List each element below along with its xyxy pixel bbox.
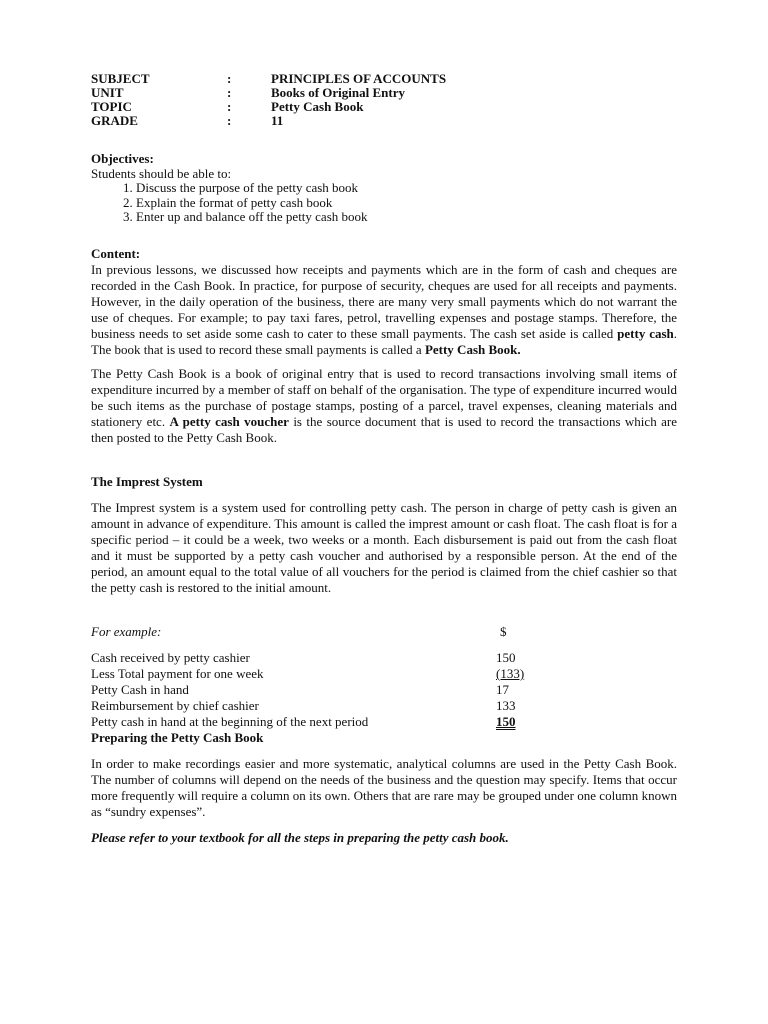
row-description: Less Total payment for one week: [91, 666, 264, 681]
imprest-paragraph: The Imprest system is a system used for controlling petty cash. The person in charge of petty cash is given an amount in advance of expenditure. This amount is called the imprest amount or cash float. The cash float is for a specific period – it could be a week, two weeks or a month. Each disbursement is paid out from the cash float and it must be supported by a petty cash voucher and authorised by a responsible person. At the end of the period, an amount equal to the total value of all vouchers for the period is claimed from the chief cashier so that the petty cash is restored to the initial amount.: [91, 500, 677, 595]
header-colon: :: [227, 71, 232, 86]
header-value: Petty Cash Book: [271, 99, 364, 114]
row-description: Reimbursement by chief cashier: [91, 698, 259, 713]
table-row: [91, 666, 651, 682]
content-paragraph-2: [91, 366, 677, 446]
header-colon: :: [227, 113, 232, 128]
objectives-intro: Students should be able to:: [91, 165, 232, 181]
term-petty-cash: petty cash: [617, 326, 674, 341]
currency-label: $: [500, 624, 507, 639]
list-item: 2. Explain the format of petty cash book: [136, 196, 677, 211]
header-row-grade: [91, 114, 446, 128]
row-description: Petty cash in hand at the beginning of the next period: [91, 714, 369, 729]
row-amount: 17: [496, 682, 509, 697]
header-table: [91, 72, 446, 128]
text-run: The Petty Cash Book is a book of original entry that is used to record transactions involving small items of expenditure incurred by a member of staff on behalf of the organisation. The type of expenditure incurred would be such items as the purchase of postage stamps, posting of a parcel, travel expenses, cleaning materials and stationery etc.: [91, 366, 677, 429]
header-key: UNIT: [91, 85, 124, 100]
header-key: SUBJECT: [91, 71, 150, 86]
list-item: 3. Enter up and balance off the petty cash book: [136, 210, 677, 225]
row-amount-total: 150: [496, 714, 516, 729]
textbook-note: Please refer to your textbook for all the steps in preparing the petty cash book.: [91, 830, 509, 845]
header-colon: :: [227, 99, 232, 114]
list-item: 1. Discuss the purpose of the petty cash book: [136, 181, 677, 196]
term-petty-cash-voucher: A petty cash voucher: [169, 414, 289, 429]
table-row: [91, 650, 651, 666]
row-description: Cash received by petty cashier: [91, 650, 250, 665]
text-run: In previous lessons, we discussed how receipts and payments which are in the form of cash and cheques are recorded in the Cash Book. In practice, for purpose of security, cheques are used for all receipts and payments. However, in the daily operation of the business, there are many very small payments which do not warrant the use of cheques. For example; to pay taxi fares, petrol, travelling expenses and postage stamps. Therefore, the business needs to set aside some cash to cater to these small payments. The cash set aside is called: [91, 262, 677, 341]
text-run: is the source document that is used to record the transactions which are then posted to the Petty Cash Book.: [91, 414, 677, 445]
table-row: [91, 714, 651, 730]
objectives-section: [91, 152, 677, 225]
table-row: [91, 698, 651, 714]
content-heading: Content:: [91, 246, 141, 261]
preparing-section: [91, 730, 677, 846]
text-run: . The book that is used to record these small payments is called a: [91, 326, 677, 357]
example-label: For example:: [91, 624, 162, 639]
example-table: [91, 624, 651, 730]
example-header-row: [91, 624, 651, 640]
header-row-subject: [91, 72, 446, 86]
row-amount: (133): [496, 666, 525, 681]
row-amount: 150: [496, 650, 516, 665]
objectives-list: [91, 181, 677, 225]
header-key: GRADE: [91, 113, 138, 128]
header-colon: :: [227, 85, 232, 100]
preparing-paragraph: In order to make recordings easier and more systematic, analytical columns are used in the Petty Cash Book. The number of columns will depend on the needs of the business and the question may specify. Items that occur more frequently will require a column on its own. Others that are rare may be grouped under one column known as “sundry expenses”.: [91, 756, 677, 819]
header-row-topic: [91, 100, 446, 114]
table-row: [91, 682, 651, 698]
row-description: Petty Cash in hand: [91, 682, 189, 697]
imprest-section: [91, 474, 677, 596]
header-value: Books of Original Entry: [271, 85, 405, 100]
header-value: 11: [271, 113, 284, 128]
term-petty-cash-book: Petty Cash Book.: [424, 342, 521, 357]
header-key: TOPIC: [91, 99, 132, 114]
row-amount: 133: [496, 698, 516, 713]
content-paragraph-1: [91, 262, 677, 358]
header-row-unit: [91, 86, 446, 100]
imprest-heading: The Imprest System: [91, 474, 203, 489]
header-value: PRINCIPLES OF ACCOUNTS: [271, 71, 447, 86]
content-section: [91, 246, 677, 446]
preparing-heading: Preparing the Petty Cash Book: [91, 730, 264, 745]
objectives-heading: Objectives:: [91, 151, 154, 166]
